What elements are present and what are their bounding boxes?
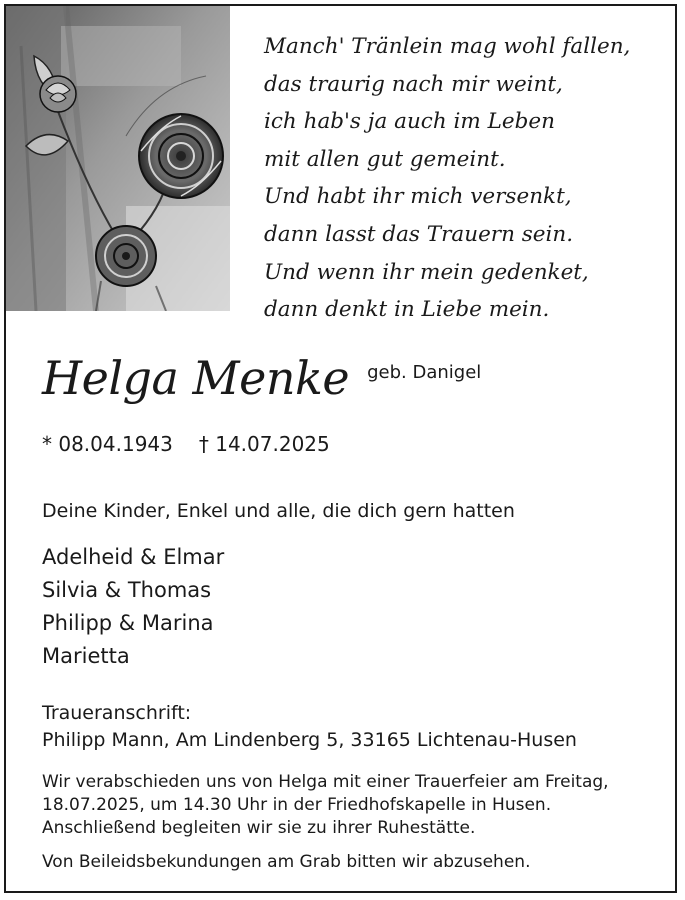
poem [264,28,664,329]
poem-line: Und habt ihr mich versenkt, [264,184,572,210]
family-entry: Philipp & Marina [42,611,214,635]
condolence-note: Von Beileidsbekundungen am Grab bitten wir abzusehen. [42,852,531,872]
poem-line: dann lasst das Trauern sein. [264,221,574,247]
birth-date: * 08.04.1943 [42,432,173,456]
deceased-name: Helga Menke [42,351,350,405]
family-entry: Silvia & Thomas [42,578,212,602]
poem-line: dann denkt in Liebe mein. [264,297,550,323]
poem-line: Manch' Tränlein mag wohl fallen, [264,34,631,59]
poem-line: Und wenn ihr mein gedenket, [264,259,589,285]
funeral-notice: Wir verabschieden uns von Helga mit einer Trauerfeier am Freitag, 18.07.2025, um 14.30 Uhr in der Friedhofskapelle in Husen. Anschließend begleiten wir sie zu ihrer Ruhestätte. [42,772,609,838]
family-entry: Marietta [42,644,130,668]
life-dates [42,432,330,456]
rose-painting-image [6,6,230,311]
family-list [42,541,224,673]
poem-line: ich hab's ja auch im Leben [264,109,555,135]
address-label: Traueranschrift: [42,702,192,724]
obituary-card [4,4,677,893]
death-date: † 14.07.2025 [198,432,330,456]
poem-line: mit allen gut gemeint. [264,146,506,172]
mourners-intro: Deine Kinder, Enkel und alle, die dich gern hatten [42,500,515,522]
deceased-heading [42,351,481,405]
family-entry: Adelheid & Elmar [42,545,225,569]
mourning-address: Philipp Mann, Am Lindenberg 5, 33165 Lichtenau-Husen [42,729,577,751]
maiden-name: geb. Danigel [367,362,482,383]
poem-line: das traurig nach mir weint, [264,71,563,97]
